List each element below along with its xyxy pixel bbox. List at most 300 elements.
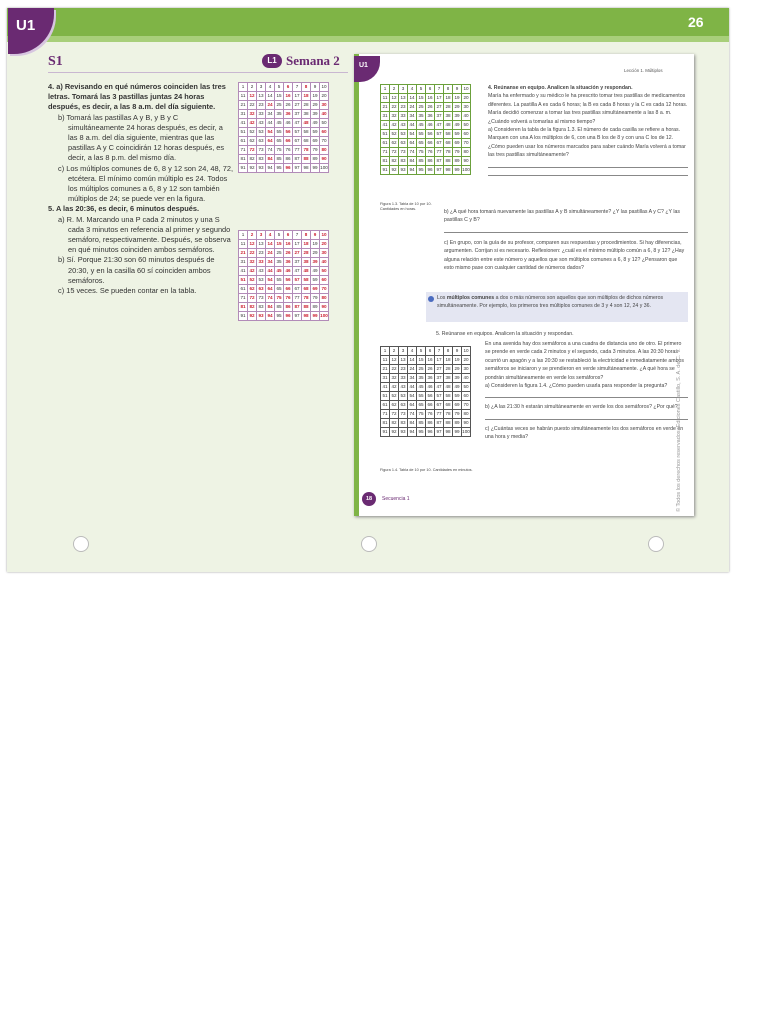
grid-cell: 96 xyxy=(284,164,293,173)
grid-cell: 90 xyxy=(462,419,471,428)
grid-cell: 26 xyxy=(426,103,435,112)
grid-cell: 50 xyxy=(462,383,471,392)
grid-cell: 69 xyxy=(453,401,462,410)
grid-cell: 74 xyxy=(408,148,417,157)
grid-cell: 16 xyxy=(284,240,293,249)
grid-cell: 84 xyxy=(408,419,417,428)
answer-line[interactable] xyxy=(488,168,688,176)
grid-cell: 5 xyxy=(275,231,284,240)
grid-cell: 65 xyxy=(275,285,284,294)
grid-cell: 53 xyxy=(257,128,266,137)
grid-cell: 16 xyxy=(426,94,435,103)
q4b: b) ¿A qué hora tomará nuevamente las pastillas A y B simultáneamente? ¿Y las pastillas A y C? ¿Y las pastillas C y B? xyxy=(444,209,680,224)
grid-cell: 82 xyxy=(390,419,399,428)
grid-cell: 46 xyxy=(426,383,435,392)
grid-cell: 11 xyxy=(381,356,390,365)
grid-cell: 9 xyxy=(311,231,320,240)
grid-cell: 13 xyxy=(257,92,266,101)
grid-cell: 64 xyxy=(266,285,275,294)
grid-cell: 51 xyxy=(381,130,390,139)
grid-cell: 69 xyxy=(311,137,320,146)
grid-cell: 11 xyxy=(381,94,390,103)
answer-grid-hours xyxy=(238,82,329,173)
grid-cell: 8 xyxy=(302,83,311,92)
student-page-strip xyxy=(354,54,359,516)
grid-cell: 26 xyxy=(426,365,435,374)
grid-cell: 43 xyxy=(257,267,266,276)
grid-cell: 30 xyxy=(320,101,329,110)
grid-cell: 93 xyxy=(257,312,266,321)
grid-cell: 59 xyxy=(453,130,462,139)
grid-cell: 74 xyxy=(266,146,275,155)
grid-cell: 99 xyxy=(453,166,462,175)
grid-cell: 30 xyxy=(462,103,471,112)
grid-cell: 30 xyxy=(462,365,471,374)
grid-cell: 46 xyxy=(284,267,293,276)
grid-cell: 35 xyxy=(275,110,284,119)
grid-cell: 97 xyxy=(435,166,444,175)
grid-cell: 8 xyxy=(444,347,453,356)
answer-5c: c) 15 veces. Se pueden contar en la tabla. xyxy=(58,286,197,296)
grid-cell: 56 xyxy=(426,392,435,401)
grid-cell: 43 xyxy=(257,119,266,128)
grid-cell: 47 xyxy=(293,119,302,128)
grid-cell: 15 xyxy=(275,240,284,249)
grid-cell: 44 xyxy=(408,121,417,130)
grid-cell: 10 xyxy=(462,347,471,356)
grid-cell: 100 xyxy=(462,428,471,437)
grid-cell: 1 xyxy=(239,231,248,240)
grid-cell: 84 xyxy=(408,157,417,166)
grid-cell: 54 xyxy=(266,128,275,137)
grid-cell: 67 xyxy=(435,401,444,410)
grid-cell: 68 xyxy=(444,139,453,148)
figure-1-3-caption: Figura 1.3. Tabla de 10 por 10. Cantidades en horas. xyxy=(380,202,432,211)
grid-cell: 5 xyxy=(417,347,426,356)
grid-cell: 65 xyxy=(417,401,426,410)
grid-cell: 23 xyxy=(399,103,408,112)
grid-cell: 94 xyxy=(408,428,417,437)
grid-cell: 57 xyxy=(293,276,302,285)
grid-cell: 19 xyxy=(311,240,320,249)
grid-cell: 7 xyxy=(293,231,302,240)
grid-cell: 54 xyxy=(408,392,417,401)
grid-cell: 45 xyxy=(275,267,284,276)
grid-cell: 74 xyxy=(266,294,275,303)
grid-cell: 64 xyxy=(408,401,417,410)
grid-cell: 55 xyxy=(417,130,426,139)
grid-cell: 18 xyxy=(302,92,311,101)
grid-cell: 26 xyxy=(284,101,293,110)
grid-cell: 70 xyxy=(462,401,471,410)
grid-cell: 69 xyxy=(311,285,320,294)
grid-cell: 75 xyxy=(417,148,426,157)
grid-cell: 54 xyxy=(266,276,275,285)
grid-cell: 63 xyxy=(257,285,266,294)
grid-cell: 29 xyxy=(453,103,462,112)
grid-cell: 48 xyxy=(302,267,311,276)
grid-cell: 23 xyxy=(399,365,408,374)
grid-cell: 62 xyxy=(390,401,399,410)
q4-title: 4. Reúnanse en equipo. Analicen la situación y respondan. xyxy=(488,85,633,91)
grid-cell: 48 xyxy=(444,383,453,392)
grid-cell: 68 xyxy=(444,401,453,410)
grid-cell: 34 xyxy=(408,374,417,383)
grid-cell: 28 xyxy=(302,101,311,110)
grid-cell: 89 xyxy=(453,419,462,428)
grid-cell: 87 xyxy=(293,155,302,164)
figure-1-3 xyxy=(380,84,471,175)
grid-cell: 38 xyxy=(302,258,311,267)
grid-cell: 67 xyxy=(293,285,302,294)
grid-cell: 46 xyxy=(426,121,435,130)
grid-cell: 61 xyxy=(381,401,390,410)
grid-cell: 37 xyxy=(293,110,302,119)
answer-4c: c) Los múltiplos comunes de 6, 8 y 12 son 24, 48, 72, etcétera. El mínimo común múltiplo es 24. Todos los múltiplos comunes a 6, 8 y 12 son también múltiplos de 24; se puede ver en la figura. xyxy=(58,163,234,204)
grid-cell: 55 xyxy=(417,392,426,401)
grid-cell: 37 xyxy=(435,112,444,121)
grid-cell: 35 xyxy=(417,374,426,383)
grid-cell: 17 xyxy=(435,356,444,365)
grid-cell: 32 xyxy=(248,258,257,267)
section-divider xyxy=(48,72,348,73)
grid-cell: 1 xyxy=(381,347,390,356)
page-number: 26 xyxy=(688,14,704,30)
grid-cell: 51 xyxy=(239,128,248,137)
grid-cell: 6 xyxy=(284,83,293,92)
week-label: Semana 2 xyxy=(286,53,340,68)
grid-cell: 71 xyxy=(239,146,248,155)
grid-cell: 9 xyxy=(453,347,462,356)
grid-cell: 66 xyxy=(426,139,435,148)
grid-cell: 84 xyxy=(266,303,275,312)
grid-cell: 80 xyxy=(320,294,329,303)
grid-cell: 2 xyxy=(248,231,257,240)
grid-cell: 38 xyxy=(444,374,453,383)
grid-cell: 29 xyxy=(453,365,462,374)
grid-cell: 21 xyxy=(381,365,390,374)
grid-cell: 9 xyxy=(453,85,462,94)
grid-cell: 91 xyxy=(239,164,248,173)
grid-cell: 90 xyxy=(320,303,329,312)
grid-cell: 24 xyxy=(408,365,417,374)
grid-cell: 19 xyxy=(453,356,462,365)
grid-cell: 79 xyxy=(311,146,320,155)
question-4-cont xyxy=(444,208,688,272)
grid-cell: 38 xyxy=(302,110,311,119)
grid-cell: 66 xyxy=(284,137,293,146)
grid-cell: 81 xyxy=(239,303,248,312)
grid-cell: 31 xyxy=(381,112,390,121)
grid-cell: 89 xyxy=(453,157,462,166)
grid-cell: 6 xyxy=(426,347,435,356)
grid-cell: 51 xyxy=(239,276,248,285)
grid-cell: 91 xyxy=(239,312,248,321)
grid-cell: 62 xyxy=(248,285,257,294)
grid-cell: 26 xyxy=(284,249,293,258)
grid-cell: 4 xyxy=(408,85,417,94)
grid-cell: 2 xyxy=(390,347,399,356)
grid-cell: 70 xyxy=(462,139,471,148)
grid-cell: 14 xyxy=(408,356,417,365)
grid-cell: 83 xyxy=(257,303,266,312)
grid-cell: 86 xyxy=(426,157,435,166)
grid-cell: 53 xyxy=(399,130,408,139)
grid-cell: 65 xyxy=(417,139,426,148)
grid-cell: 39 xyxy=(453,112,462,121)
grid-cell: 17 xyxy=(293,92,302,101)
grid-cell: 98 xyxy=(444,166,453,175)
grid-cell: 46 xyxy=(284,119,293,128)
grid-cell: 56 xyxy=(284,276,293,285)
grid-cell: 79 xyxy=(453,410,462,419)
grid-cell: 71 xyxy=(239,294,248,303)
grid-figure-1-3 xyxy=(380,84,471,175)
grid-cell: 86 xyxy=(284,155,293,164)
grid-cell: 22 xyxy=(248,101,257,110)
grid-cell: 95 xyxy=(417,166,426,175)
grid-1-100-b xyxy=(238,230,329,321)
grid-cell: 11 xyxy=(239,240,248,249)
grid-cell: 16 xyxy=(426,356,435,365)
answer-4b: b) Tomará las pastillas A y B, y B y C simultáneamente 24 horas después, es decir, a las 8 a.m. del día siguiente, mientras que las pastillas A y C coincidirán 12 horas después, es decir, a las 8 p.m. del mismo día. xyxy=(58,112,225,163)
grid-cell: 95 xyxy=(275,312,284,321)
grid-cell: 44 xyxy=(266,119,275,128)
grid-cell: 89 xyxy=(311,155,320,164)
grid-cell: 77 xyxy=(435,148,444,157)
grid-cell: 67 xyxy=(435,139,444,148)
grid-cell: 56 xyxy=(426,130,435,139)
grid-cell: 21 xyxy=(239,249,248,258)
grid-cell: 96 xyxy=(426,166,435,175)
grid-cell: 95 xyxy=(275,164,284,173)
grid-cell: 47 xyxy=(293,267,302,276)
grid-cell: 78 xyxy=(302,146,311,155)
grid-cell: 29 xyxy=(311,101,320,110)
grid-cell: 90 xyxy=(462,157,471,166)
grid-cell: 42 xyxy=(390,383,399,392)
grid-cell: 58 xyxy=(444,130,453,139)
lesson-title: Lección 1. Múltiplos xyxy=(624,68,663,73)
grid-cell: 17 xyxy=(293,240,302,249)
grid-cell: 15 xyxy=(275,92,284,101)
grid-cell: 79 xyxy=(453,148,462,157)
grid-cell: 78 xyxy=(302,294,311,303)
answer-5b: b) Sí. Porque 21:30 son 60 minutos después de 20:30, y en la casilla 60 sí coinciden ambos semáforos. xyxy=(58,255,215,285)
grid-cell: 72 xyxy=(248,146,257,155)
grid-cell: 13 xyxy=(257,240,266,249)
grid-cell: 62 xyxy=(248,137,257,146)
question-4 xyxy=(488,84,688,176)
answer-grid-minutes xyxy=(238,230,329,321)
grid-cell: 4 xyxy=(266,231,275,240)
grid-cell: 78 xyxy=(444,148,453,157)
grid-cell: 73 xyxy=(399,148,408,157)
grid-cell: 1 xyxy=(381,85,390,94)
grid-cell: 50 xyxy=(320,267,329,276)
grid-cell: 63 xyxy=(399,401,408,410)
grid-cell: 75 xyxy=(275,146,284,155)
grid-cell: 44 xyxy=(266,267,275,276)
grid-cell: 98 xyxy=(444,428,453,437)
grid-cell: 17 xyxy=(435,94,444,103)
grid-cell: 9 xyxy=(311,83,320,92)
grid-cell: 42 xyxy=(248,119,257,128)
grid-cell: 83 xyxy=(257,155,266,164)
grid-cell: 85 xyxy=(417,157,426,166)
question-5 xyxy=(485,340,688,442)
grid-cell: 23 xyxy=(257,249,266,258)
grid-cell: 45 xyxy=(417,121,426,130)
grid-cell: 12 xyxy=(248,240,257,249)
grid-cell: 48 xyxy=(444,121,453,130)
grid-cell: 37 xyxy=(293,258,302,267)
grid-cell: 39 xyxy=(311,110,320,119)
grid-cell: 51 xyxy=(381,392,390,401)
grid-cell: 43 xyxy=(399,121,408,130)
grid-cell: 40 xyxy=(462,374,471,383)
grid-cell: 24 xyxy=(408,103,417,112)
grid-cell: 8 xyxy=(302,231,311,240)
grid-cell: 87 xyxy=(435,419,444,428)
grid-cell: 42 xyxy=(248,267,257,276)
grid-cell: 7 xyxy=(293,83,302,92)
grid-cell: 77 xyxy=(435,410,444,419)
grid-cell: 25 xyxy=(275,249,284,258)
grid-cell: 11 xyxy=(239,92,248,101)
grid-cell: 36 xyxy=(284,258,293,267)
section-label: S1 xyxy=(48,54,63,69)
grid-cell: 54 xyxy=(408,130,417,139)
grid-cell: 32 xyxy=(248,110,257,119)
grid-cell: 40 xyxy=(320,110,329,119)
q5-title: 5. Reúnanse en equipos. Analicen la situación y respondan. xyxy=(436,331,574,337)
grid-cell: 82 xyxy=(248,303,257,312)
grid-cell: 18 xyxy=(302,240,311,249)
grid-cell: 42 xyxy=(390,121,399,130)
grid-cell: 16 xyxy=(284,92,293,101)
grid-cell: 80 xyxy=(462,410,471,419)
grid-cell: 93 xyxy=(399,166,408,175)
grid-cell: 20 xyxy=(320,240,329,249)
grid-cell: 61 xyxy=(381,139,390,148)
footer-page-number: 18 xyxy=(362,492,376,506)
grid-cell: 45 xyxy=(275,119,284,128)
grid-cell: 41 xyxy=(239,267,248,276)
grid-cell: 76 xyxy=(426,148,435,157)
grid-cell: 92 xyxy=(248,312,257,321)
grid-cell: 74 xyxy=(408,410,417,419)
grid-cell: 96 xyxy=(426,428,435,437)
grid-cell: 18 xyxy=(444,94,453,103)
grid-cell: 34 xyxy=(266,258,275,267)
grid-cell: 32 xyxy=(390,112,399,121)
grid-cell: 57 xyxy=(435,130,444,139)
grid-cell: 73 xyxy=(399,410,408,419)
grid-cell: 5 xyxy=(275,83,284,92)
grid-cell: 99 xyxy=(453,428,462,437)
grid-cell: 31 xyxy=(239,258,248,267)
grid-cell: 14 xyxy=(266,92,275,101)
grid-cell: 87 xyxy=(293,303,302,312)
grid-cell: 19 xyxy=(311,92,320,101)
grid-cell: 33 xyxy=(257,258,266,267)
grid-cell: 56 xyxy=(284,128,293,137)
grid-cell: 27 xyxy=(435,103,444,112)
grid-cell: 21 xyxy=(381,103,390,112)
grid-cell: 6 xyxy=(284,231,293,240)
grid-cell: 60 xyxy=(462,392,471,401)
grid-cell: 24 xyxy=(266,249,275,258)
answer-5a: a) R. M. Marcando una P cada 2 minutos y una S cada 3 minutos en referencia al primer y segundo semáforo, respectivamente. Después, se observa en qué minutos coinciden ambos semáforos. xyxy=(58,214,231,255)
grid-cell: 91 xyxy=(381,428,390,437)
grid-cell: 63 xyxy=(399,139,408,148)
grid-cell: 13 xyxy=(399,94,408,103)
grid-cell: 86 xyxy=(284,303,293,312)
grid-cell: 69 xyxy=(453,139,462,148)
grid-cell: 43 xyxy=(399,383,408,392)
grid-cell: 50 xyxy=(462,121,471,130)
grid-cell: 61 xyxy=(239,137,248,146)
grid-cell: 31 xyxy=(239,110,248,119)
grid-cell: 22 xyxy=(390,103,399,112)
grid-cell: 76 xyxy=(284,146,293,155)
grid-cell: 83 xyxy=(399,157,408,166)
grid-cell: 66 xyxy=(284,285,293,294)
grid-cell: 27 xyxy=(293,101,302,110)
grid-cell: 28 xyxy=(444,103,453,112)
grid-cell: 99 xyxy=(311,312,320,321)
grid-cell: 25 xyxy=(417,103,426,112)
grid-cell: 62 xyxy=(390,139,399,148)
grid-cell: 15 xyxy=(417,356,426,365)
answer-line[interactable] xyxy=(444,225,688,233)
grid-cell: 97 xyxy=(293,312,302,321)
figure-1-4-caption: Figura 1.4. Tabla de 10 por 10. Cantidades en minutos. xyxy=(380,468,473,472)
grid-cell: 10 xyxy=(320,231,329,240)
grid-cell: 98 xyxy=(302,312,311,321)
grid-cell: 52 xyxy=(390,392,399,401)
grid-cell: 36 xyxy=(284,110,293,119)
grid-cell: 77 xyxy=(293,146,302,155)
binder-hole xyxy=(361,536,377,552)
grid-cell: 64 xyxy=(266,137,275,146)
grid-cell: 12 xyxy=(390,356,399,365)
grid-cell: 39 xyxy=(311,258,320,267)
grid-cell: 4 xyxy=(408,347,417,356)
grid-cell: 47 xyxy=(435,121,444,130)
answer-line[interactable] xyxy=(488,160,688,168)
grid-cell: 94 xyxy=(408,166,417,175)
grid-cell: 12 xyxy=(248,92,257,101)
grid-cell: 33 xyxy=(257,110,266,119)
grid-cell: 58 xyxy=(302,128,311,137)
grid-cell: 100 xyxy=(320,312,329,321)
grid-cell: 34 xyxy=(266,110,275,119)
grid-cell: 8 xyxy=(444,85,453,94)
grid-cell: 21 xyxy=(239,101,248,110)
grid-cell: 31 xyxy=(381,374,390,383)
grid-cell: 48 xyxy=(302,119,311,128)
grid-cell: 20 xyxy=(462,94,471,103)
grid-1-100 xyxy=(238,82,329,173)
answer-line[interactable] xyxy=(485,412,688,420)
grid-cell: 57 xyxy=(293,128,302,137)
answer-5: 5. A las 20:36, es decir, 6 minutos después. xyxy=(48,204,200,214)
grid-cell: 92 xyxy=(390,166,399,175)
answer-line[interactable] xyxy=(485,390,688,398)
grid-cell: 44 xyxy=(408,383,417,392)
